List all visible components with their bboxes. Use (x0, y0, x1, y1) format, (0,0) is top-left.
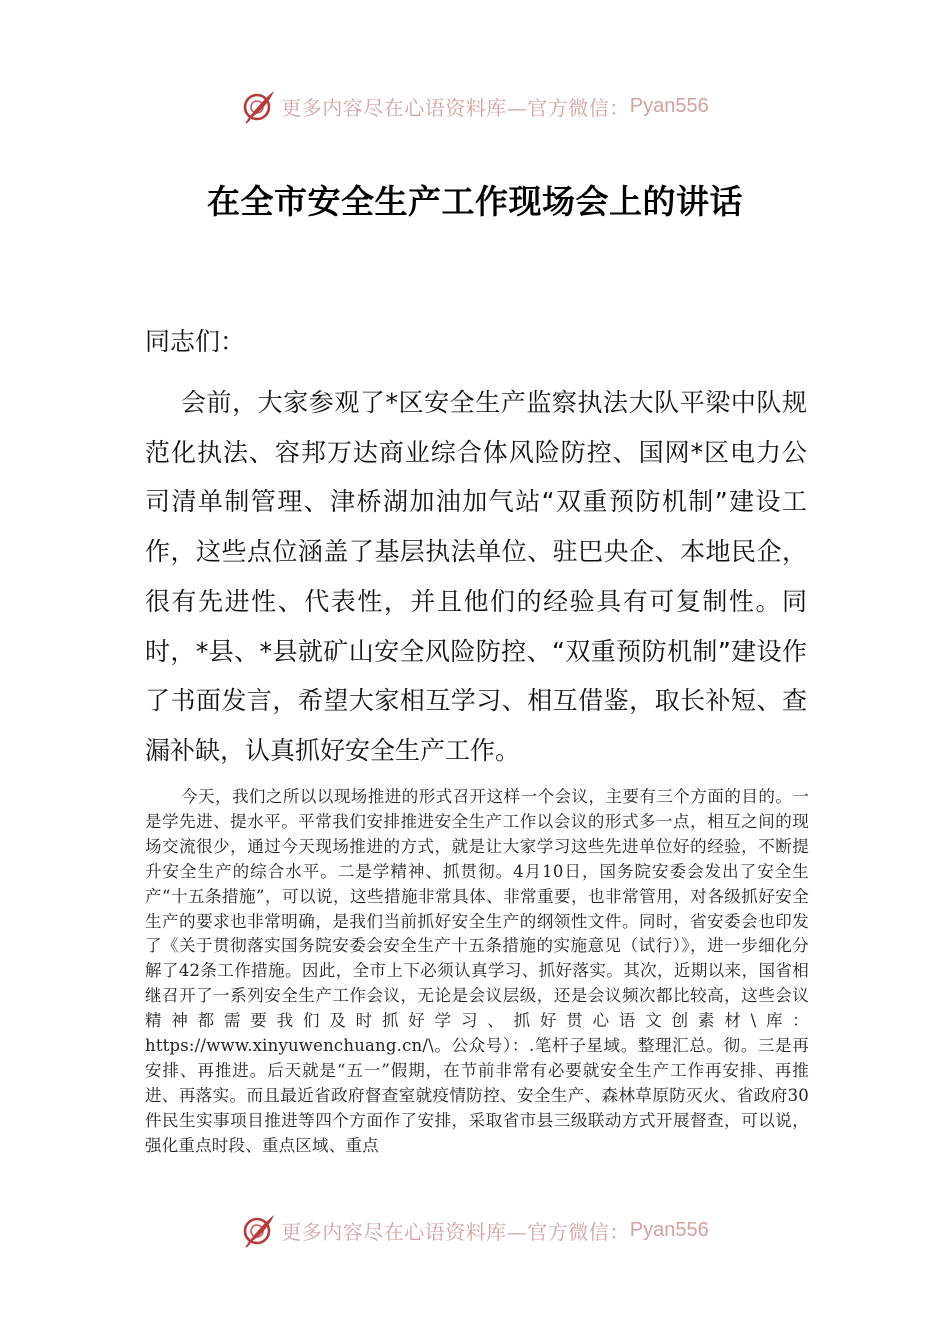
header-banner (0, 84, 950, 128)
salutation: 同志们： (145, 327, 246, 356)
document-title: 在全市安全生产工作现场会上的讲话 (207, 182, 743, 221)
quill-pen-logo-icon (241, 88, 277, 124)
paragraph-small: 今天，我们之所以以现场推进的形式召开这样一个会议，主要有三个方面的目的。一是学先进、提水平。平常我们安排推进安全生产工作以会议的形式多一点，相互之间的现场交流很少，通过今天现场推进的方式，就是让大家学习这些先进单位好的经验，不断提升安全生产的综合水平。二是学精神、抓贯彻。4月10日，国务院安委会发出了安全生产“十五条措施”，可以说，这些措施非常具体、非常重要，也非常管用，对各级抓好安全生产的要求也非常明确，是我们当前抓好安全生产的纲领性文件。同时，省安委会也印发了《关于贯彻落实国务院安委会安全生产十五条措施的实施意见（试行）》，进一步细化分解了42条工作措施。因此，全市上下必须认真学习、抓好落实。其次，近期以来，国省相继召开了一系列安全生产工作会议，无论是会议层级，还是会议频次都比较高，这些会议精神都需要我们及时抓好学习、抓好贯心语文创素材\库：https://www.xinyuwenchuang.cn/\。公众号）：.笔杆子星域。整理汇总。彻。三是再安排、再推进。后天就是“五一”假期，在节前非常有必要就安全生产工作再安排、再推进、再落实。而且最近省政府督查室就疫情防控、安全生产、森林草原防灭火、省政府30件民生实事项目推进等四个方面作了安排，采取省市县三级联动方式开展督查，可以说，强化重点时段、重点区域、重点 (145, 787, 809, 1155)
quill-pen-logo-icon (241, 1212, 277, 1248)
paragraph-large: 会前，大家参观了*区安全生产监察执法大队平梁中队规范化执法、容邦万达商业综合体风险防控、国网*区电力公司清单制管理、津桥湖加油加气站“双重预防机制”建设工作，这些点位涵盖了基层执法单位、驻巴央企、本地民企，很有先进性、代表性，并且他们的经验具有可复制性。同时，*县、*县就矿山安全风险防控、“双重预防机制”建设作了书面发言，希望大家相互学习、相互借鉴，取长补短、查漏补缺，认真抓好安全生产工作。 (145, 388, 807, 765)
footer-banner (0, 1208, 950, 1252)
banner-wechat-id: Pyan556 (629, 94, 709, 117)
banner-slogan: 更多内容尽在心语资料库—官方微信： (281, 1219, 630, 1244)
banner-slogan: 更多内容尽在心语资料库—官方微信： (281, 95, 630, 120)
banner-wechat-id: Pyan556 (629, 1218, 709, 1241)
